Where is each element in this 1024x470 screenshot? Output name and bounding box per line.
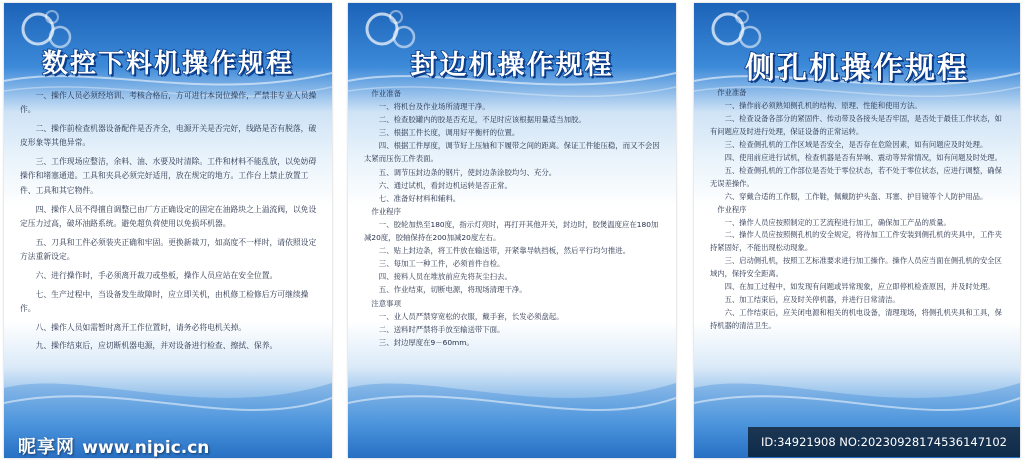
rule-paragraph: 三、启动侧孔机，按照工艺标准要求进行加工操作。操作人员应当面在侧孔机的安全区域内，保持安全距离。 (710, 256, 1002, 279)
rule-paragraph: 九、操作结束后，应切断机器电源，并对设备进行检查、擦拭、保养。 (35, 341, 278, 351)
site-watermark (18, 433, 209, 459)
rule-paragraph: 一、操作人员必须经培训、考核合格后，方可进行本岗位操作，严禁非专业人员操作。 (20, 91, 317, 115)
rule-paragraph: 三、根据工件长度，调用好平衡杆的位置。 (378, 128, 520, 138)
rule-paragraph: 七、准备好材料和辅料。 (378, 193, 461, 203)
rule-paragraph: 一、操作前必须熟知侧孔机的结构、原理、性能和使用方法。 (724, 100, 922, 110)
rule-paragraph: 三、封边厚度在9－60mm。 (378, 337, 474, 347)
rule-paragraph: 一、胶轮加热至180度，指示灯亮时，再打开其他开关，封边时，胶煲温度应在180加减20度，胶轴保持在200加减20度左右。 (364, 219, 659, 243)
rule-paragraph: 二、操作人员应按照侧孔机的安全规定，将待加工工件安装到侧孔机的夹具中，工件夹持紧固好，不能出现松动现象。 (710, 230, 1002, 253)
poster-title: 侧孔机操作规程 (745, 51, 969, 86)
rule-paragraph: 四、操作人员不得擅自调整已由厂方正确设定的固定在油路块之上溢流阀，以免设定压力过高，破坏油路系统。避免超负荷使用以免损坏机器。 (20, 204, 317, 228)
rule-paragraph: 七、生产过程中，当设备发生故障时，应立即关机，由机修工检修后方可继续操作。 (20, 289, 309, 313)
section-heading: 作业程序 (371, 206, 401, 216)
rule-paragraph: 六、穿戴合适的工作服，工作鞋，佩戴防护头盔、耳塞、护目镜等个人防护用品。 (724, 191, 988, 201)
rule-paragraph: 五、作业结束，切断电源，将现场清理干净。 (378, 285, 527, 295)
rule-paragraph: 二、送料时严禁将手放至输送带下面。 (378, 324, 505, 334)
section-heading: 作业准备 (371, 89, 401, 98)
poster-body (710, 87, 1008, 333)
watermark-brand: 昵享网 (18, 437, 75, 458)
section-heading: 作业程序 (717, 204, 747, 214)
watermark-url: www.nipic.cn (82, 438, 210, 458)
poster-edge-banding (348, 3, 676, 458)
rule-paragraph: 二、贴上封边条，将工件放在输送带，开紧靠导轨挡板，然后平行均匀推进。 (378, 246, 631, 256)
rule-paragraph: 八、操作人员如需暂时离开工作位置时，请务必将电机关掉。 (35, 322, 247, 332)
rule-paragraph: 四、根据工件厚度，调节好上压轴和下履带之间的距离。保证工件能压稳，而又不会因太紧而压伤工件表面。 (364, 141, 660, 164)
poster-title: 数控下料机操作规程 (41, 49, 294, 79)
rule-paragraph: 二、检查设备各部分的紧固件、传动带及各接头是否牢固，是否处于最佳工作状态，如有问题应及时进行处理，保证设备的正常运转。 (710, 113, 1002, 136)
poster-body (20, 89, 320, 358)
rule-paragraph: 二、检查胶罐内的胶是否充足，不足时应该根据用量适当加胶。 (378, 115, 586, 125)
rule-paragraph: 三、每加工一种工件，必须首件自检。 (378, 259, 505, 269)
image-id-bar: ID:34921908 NO:20230928174536147102 (748, 427, 1020, 457)
section-heading: 注意事项 (371, 298, 401, 308)
rule-paragraph: 一、将机台及作业场所清理干净。 (378, 102, 490, 112)
rule-paragraph: 五、检查侧孔机的工作部位是否处于零位状态，若不处于零位状态，应进行调整，确保无误差操作。 (710, 165, 1002, 188)
rule-paragraph: 六、进行操作时，手必须离开裁刀或垫板，操作人员应站在安全位置。 (35, 270, 278, 280)
poster-body (364, 87, 664, 349)
poster-cnc-cutting (4, 3, 332, 458)
rule-paragraph: 五、调节压封边条的钢片，使封边条涂胶均匀、充分。 (378, 167, 557, 177)
rule-paragraph: 二、操作前检查机器设备配件是否齐全，电源开关是否完好，线路是否有脱落，破皮形象等其他异常。 (20, 124, 317, 148)
rule-paragraph: 四、使用前应进行试机，检查机器是否有异响、震动等异常情况，如有问题及时处理。 (724, 152, 1002, 162)
rule-paragraph: 五、刀具和工件必须装夹正确和牢固。更换新裁刀，如高度不一样时，请依照设定方法重新设定。 (20, 237, 317, 261)
rule-paragraph: 五、加工结束后，应及时关停机器，并进行日常清洁。 (724, 295, 900, 305)
rule-paragraph: 四、在加工过程中，如发现有问题或异常现象，应立即停机检查原因，并及时处理。 (724, 282, 995, 292)
poster-title: 封边机操作规程 (410, 50, 614, 81)
section-heading: 作业准备 (717, 88, 747, 97)
rule-paragraph: 六、工作结束后，应关闭电源和相关的机电设备，清理现场，将侧孔机夹具和工具，保持机器的清洁卫生。 (710, 308, 1002, 331)
rule-paragraph: 一、业人员严禁穿宽松的衣服，戴手套，长发必须盘起。 (378, 311, 564, 321)
rule-paragraph: 一、操作人员应按照制定的工艺流程进行加工，确保加工产品的质量。 (724, 217, 951, 227)
rule-paragraph: 三、工作现场应整洁，余料、油、水要及时清除。工件和材料不能乱放，以免妨碍操作和堵塞通道。工具和夹具必须完好适用，放在规定的地方。工作台上禁止放置工件、工具和其它物件。 (20, 157, 317, 195)
rule-paragraph: 四、接料人员在堆放前应先将灰尘扫去。 (378, 272, 512, 282)
rule-paragraph: 三、检查侧孔机的工作区域是否安全，是否存在危险因素，如有问题应及时处理。 (724, 139, 988, 149)
rule-paragraph: 六、通过试机，看封边机运转是否正常。 (378, 180, 512, 190)
poster-side-hole (694, 3, 1020, 458)
